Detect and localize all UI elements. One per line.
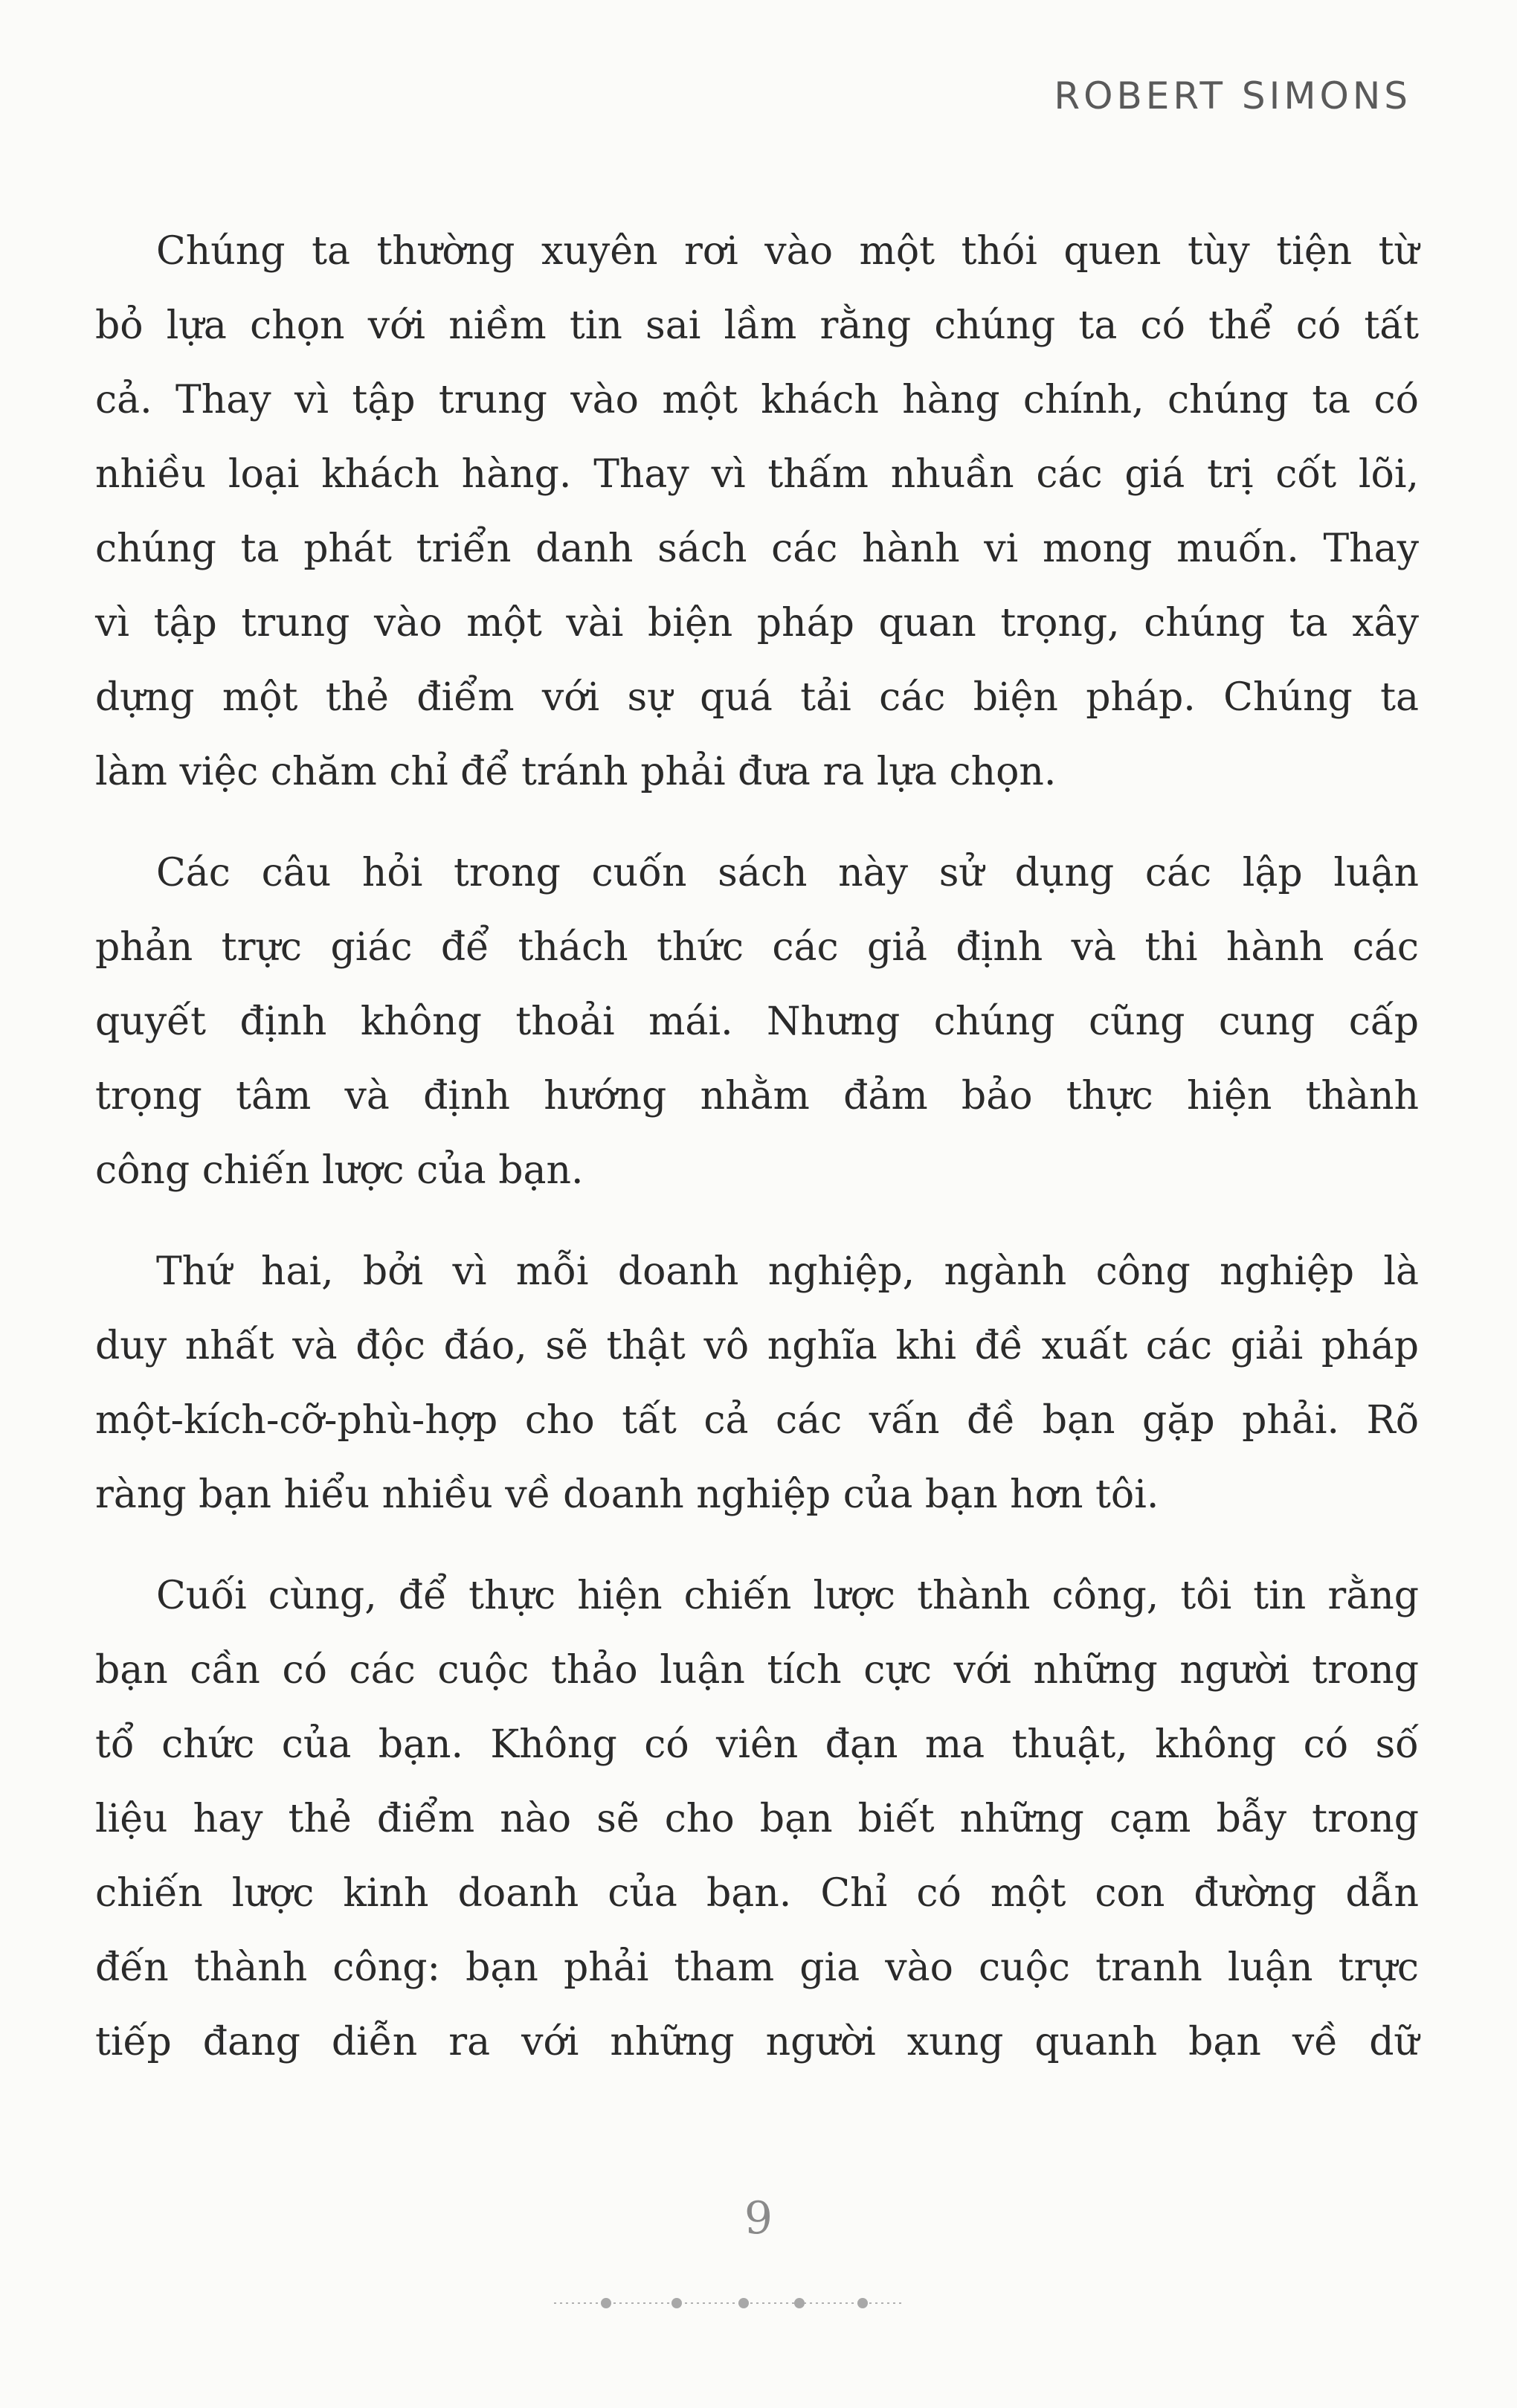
paragraph-1 xyxy=(95,214,1419,809)
paragraph-2 xyxy=(95,836,1419,1208)
text-line: tiếp đang diễn ra với những người xung quanh bạn về dữ xyxy=(95,2020,1419,2064)
text-line: tổ chức của bạn. Không có viên đạn ma thuật, không có số xyxy=(95,1722,1419,1767)
text-line: vì tập trung vào một vài biện pháp quan trọng, chúng ta xây xyxy=(95,601,1419,646)
text-line: liệu hay thẻ điểm nào sẽ cho bạn biết những cạm bẫy trong xyxy=(95,1797,1419,1841)
page-number: 9 xyxy=(744,2192,773,2244)
text-line: dựng một thẻ điểm với sự quá tải các biện pháp. Chúng ta xyxy=(95,675,1419,720)
text-line: Các câu hỏi trong cuốn sách này sử dụng các lập luận xyxy=(156,851,1419,895)
dotted-line-ornament-icon xyxy=(554,2292,904,2314)
paragraph-3 xyxy=(95,1234,1419,1532)
running-head: ROBERT SIMONS xyxy=(1054,74,1411,117)
text-line: làm việc chăm chỉ để tránh phải đưa ra lựa chọn. xyxy=(95,750,1057,794)
text-line: một-kích-cỡ-phù-hợp cho tất cả các vấn đề bạn gặp phải. Rõ xyxy=(95,1398,1419,1443)
text-line: cả. Thay vì tập trung vào một khách hàng chính, chúng ta có xyxy=(95,378,1419,422)
text-line: Cuối cùng, để thực hiện chiến lược thành công, tôi tin rằng xyxy=(156,1574,1419,1618)
text-line: bạn cần có các cuộc thảo luận tích cực với những người trong xyxy=(95,1648,1419,1693)
text-line: công chiến lược của bạn. xyxy=(95,1148,584,1193)
text-line: nhiều loại khách hàng. Thay vì thấm nhuần các giá trị cốt lõi, xyxy=(95,452,1419,497)
text-line: Chúng ta thường xuyên rơi vào một thói quen tùy tiện từ xyxy=(156,229,1419,274)
text-line: phản trực giác để thách thức các giả định và thi hành các xyxy=(95,925,1419,970)
text-line: duy nhất và độc đáo, sẽ thật vô nghĩa khi đề xuất các giải pháp xyxy=(95,1324,1419,1368)
text-line: Thứ hai, bởi vì mỗi doanh nghiệp, ngành công nghiệp là xyxy=(156,1249,1419,1294)
text-line: trọng tâm và định hướng nhằm đảm bảo thực hiện thành xyxy=(95,1074,1419,1118)
text-line: bỏ lựa chọn với niềm tin sai lầm rằng chúng ta có thể có tất xyxy=(95,303,1419,348)
text-line: chúng ta phát triển danh sách các hành vi mong muốn. Thay xyxy=(95,527,1419,571)
text-line: chiến lược kinh doanh của bạn. Chỉ có một con đường dẫn xyxy=(95,1871,1419,1916)
body-text xyxy=(95,214,1419,2079)
text-line: đến thành công: bạn phải tham gia vào cuộc tranh luận trực xyxy=(95,1945,1419,1990)
text-line: quyết định không thoải mái. Nhưng chúng cũng cung cấp xyxy=(95,999,1419,1044)
paragraph-4 xyxy=(95,1559,1419,2079)
text-line: ràng bạn hiểu nhiều về doanh nghiệp của bạn hơn tôi. xyxy=(95,1472,1159,1517)
